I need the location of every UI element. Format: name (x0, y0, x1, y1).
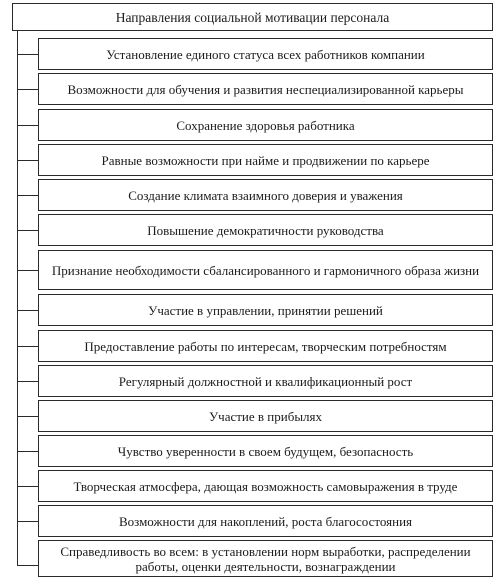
direction-box (38, 505, 493, 537)
connector-line (17, 451, 39, 452)
direction-box (38, 540, 493, 577)
direction-label: Создание климата взаимного доверия и уважения (128, 187, 403, 203)
direction-box (38, 330, 493, 362)
direction-box (38, 400, 493, 432)
connector-line (17, 195, 39, 196)
connector-line (17, 381, 39, 382)
direction-box (38, 365, 493, 397)
direction-box (38, 470, 493, 502)
diagram-title: Направления социальной мотивации персонала (115, 9, 390, 25)
connector-line (17, 160, 39, 161)
direction-label: Участие в прибылях (208, 408, 323, 424)
direction-box (38, 179, 493, 211)
direction-label: Признание необходимости сбалансированного и гармоничного образа жизни (51, 262, 480, 278)
connector-line (17, 521, 39, 522)
connector-line (17, 270, 39, 271)
direction-label: Повышение демократичности руководства (147, 222, 384, 238)
diagram-root-box (12, 3, 493, 31)
direction-label: Справедливость во всем: в установлении норм выработки, распределении работы, оценки деятельности, вознаграждении (60, 543, 471, 574)
direction-label: Предоставление работы по интересам, творческим потребностям (84, 338, 447, 354)
direction-box (38, 144, 493, 176)
direction-label: Равные возможности при найме и продвижении по карьере (101, 152, 430, 168)
connector-line (17, 89, 39, 90)
direction-label: Возможности для обучения и развития неспециализированной карьеры (67, 81, 464, 97)
connector-line (17, 230, 39, 231)
direction-box (38, 294, 493, 326)
direction-label: Регулярный должностной и квалификационный рост (118, 373, 413, 389)
connector-line (17, 486, 39, 487)
direction-box (38, 214, 493, 246)
direction-box (38, 250, 493, 290)
direction-box (38, 435, 493, 467)
direction-box (38, 38, 493, 70)
connector-line (17, 54, 39, 55)
direction-label: Чувство уверенности в своем будущем, безопасность (117, 443, 414, 459)
direction-label: Творческая атмосфера, дающая возможность самовыражения в труде (73, 478, 458, 494)
connector-line (17, 416, 39, 417)
connector-line (17, 565, 39, 566)
direction-label: Установление единого статуса всех работников компании (106, 46, 425, 62)
connector-line (17, 346, 39, 347)
direction-label: Сохранение здоровья работника (176, 117, 355, 133)
direction-label: Участие в управлении, принятии решений (148, 302, 383, 318)
direction-box (38, 73, 493, 105)
connector-line (17, 125, 39, 126)
direction-box (38, 109, 493, 141)
connector-line (17, 310, 39, 311)
direction-label: Возможности для накоплений, роста благосостояния (118, 513, 413, 529)
